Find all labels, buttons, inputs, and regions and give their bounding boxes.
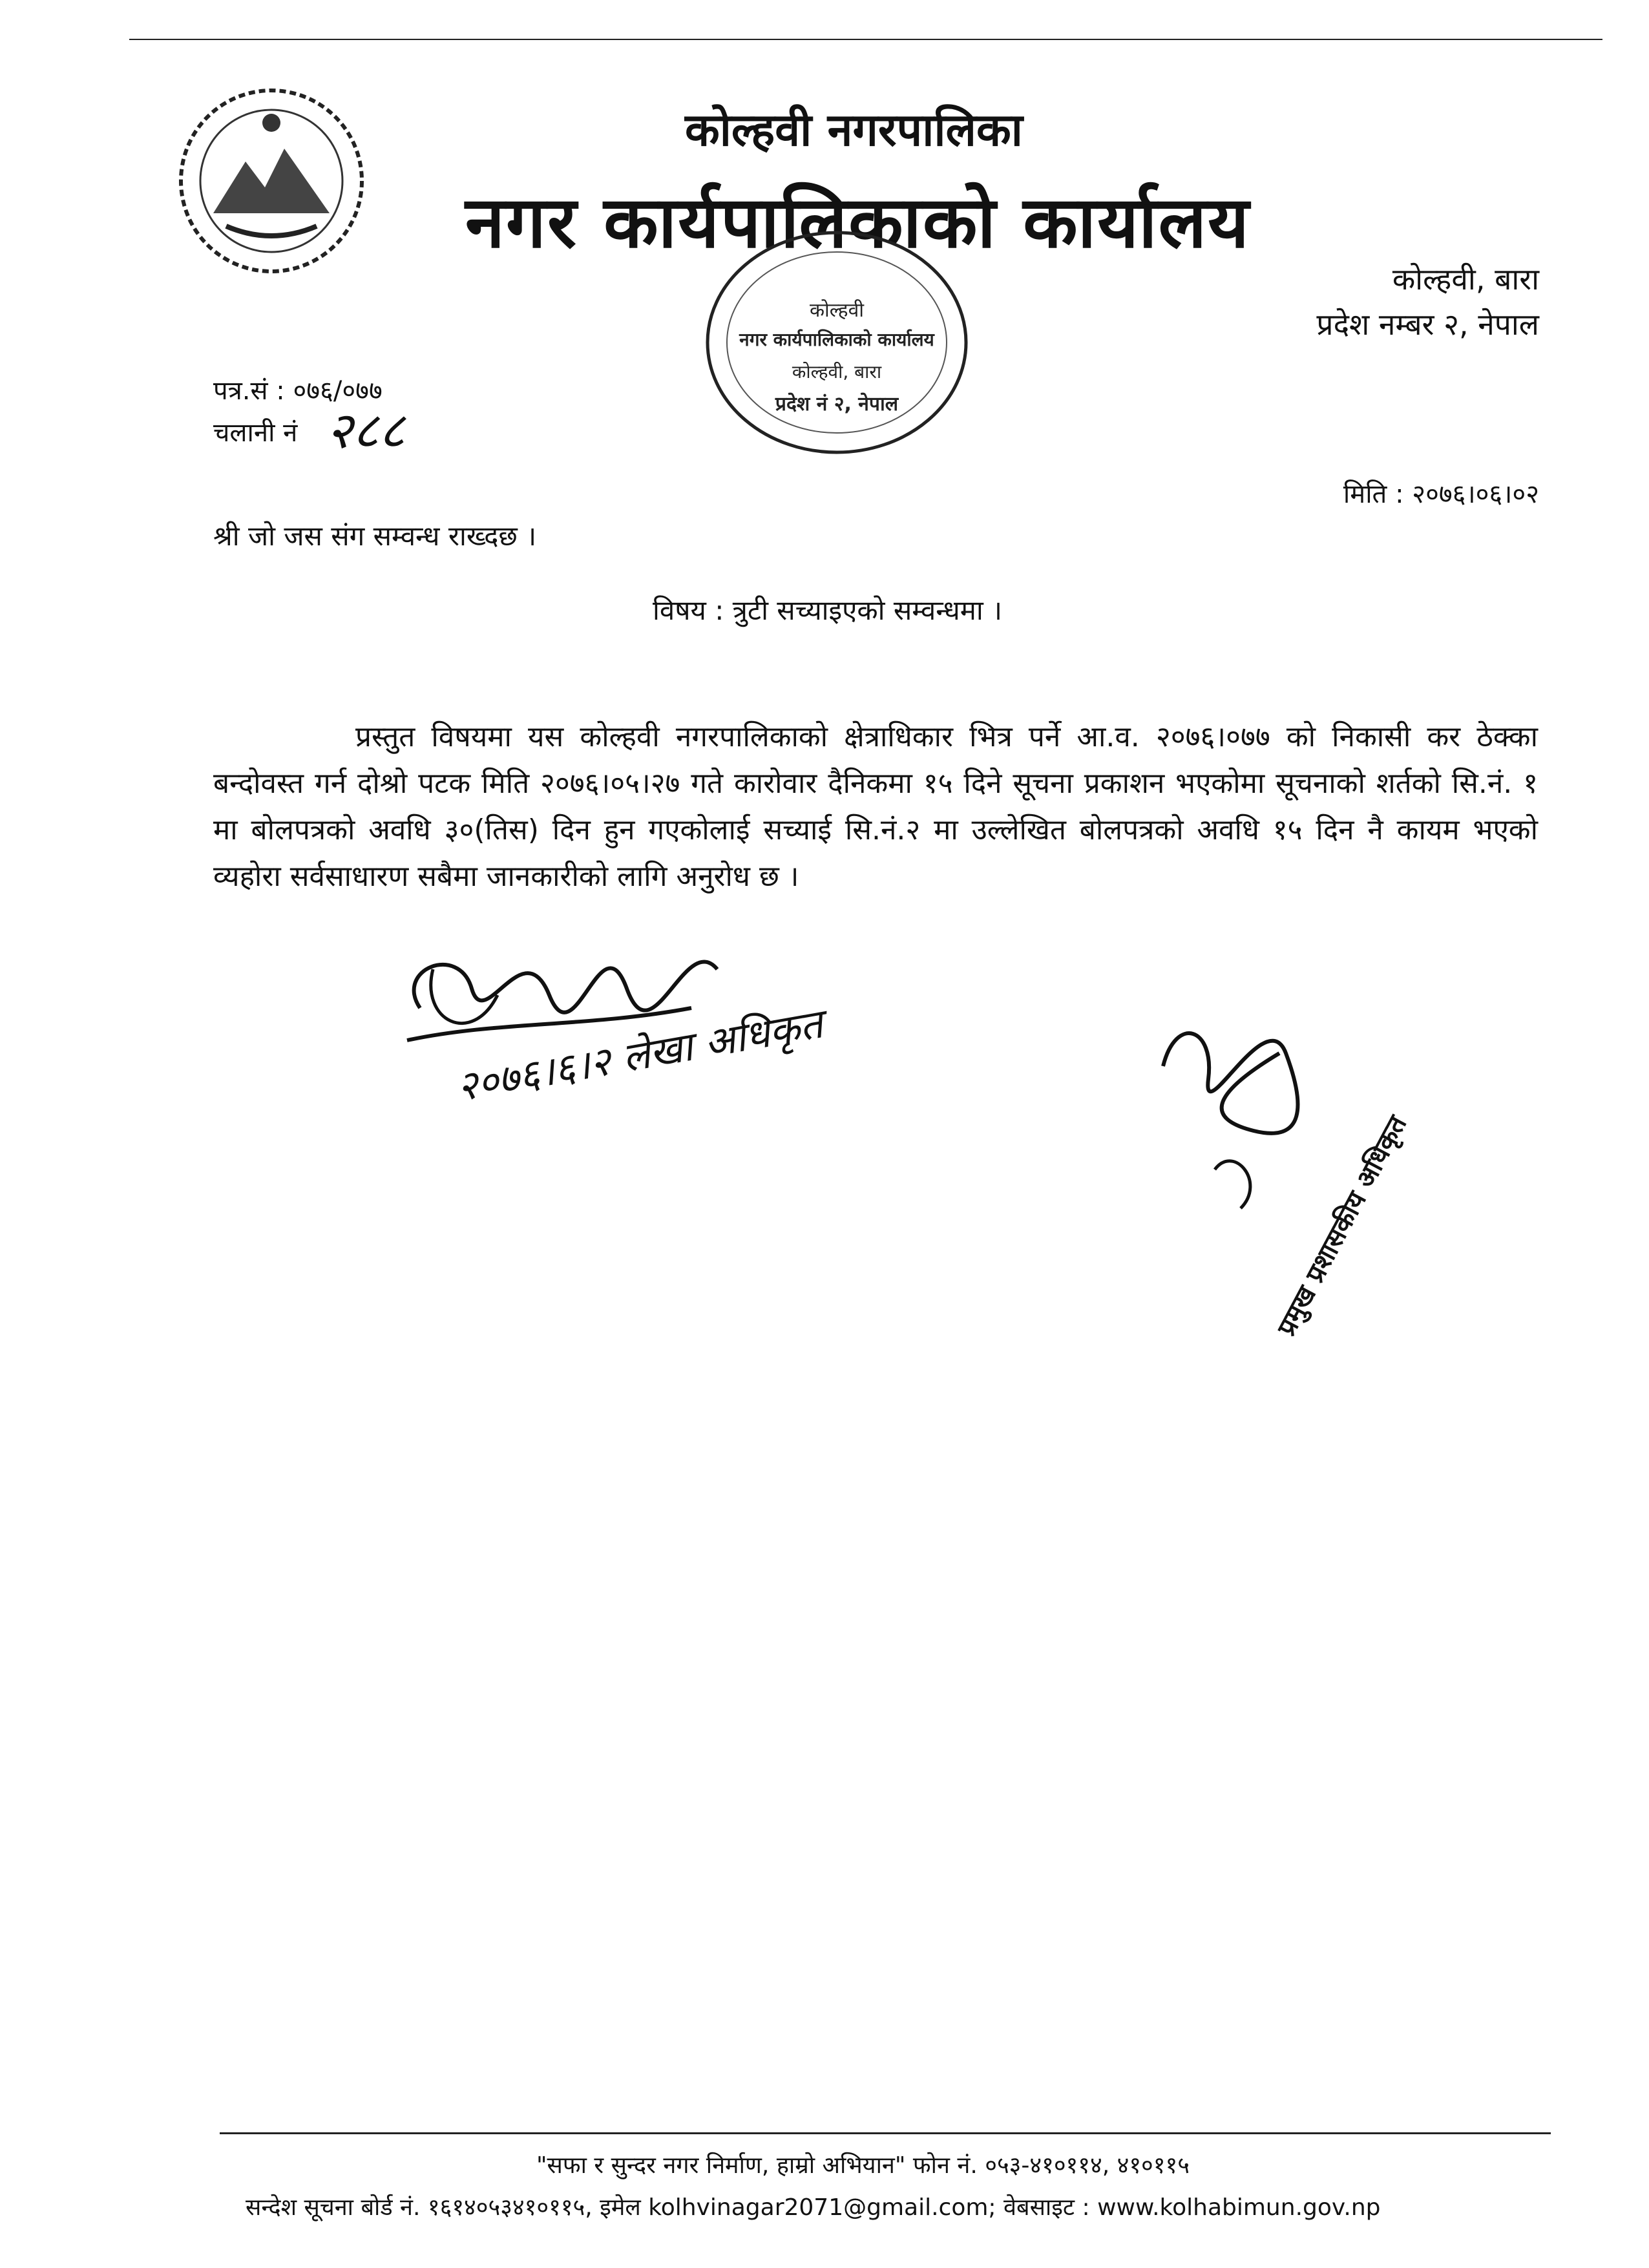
dispatch-number: २८८ (326, 402, 405, 460)
right-signature-designation: प्रमुख प्रशासकीय अधिकृत (1272, 1111, 1413, 1341)
stamp-line-1: कोल्हवी (809, 299, 865, 322)
stamp-line-4: प्रदेश नं २, नेपाल (775, 393, 899, 415)
dispatch-label: चलानी नं (213, 418, 298, 448)
footer-contact: सन्देश सूचना बोर्ड नं. १६१४०५३४१०११५, इमेल kolhvinagar2071@gmail.com; वेबसाइट : www.kolhabimun.gov.np (246, 2194, 1381, 2221)
left-signature-note: २०७६।६।२ लेखा अधिकृत (453, 1000, 826, 1111)
greeting: श्री जो जस संग सम्वन्ध राख्दछ । (213, 520, 537, 552)
subject-line: विषय : त्रुटी सच्याइएको सम्वन्धमा । (653, 594, 1003, 626)
address-line-1: कोल्हवी, बारा (1392, 262, 1539, 297)
stamp-line-2: नगर कार्यपालिकाको कार्यालय (739, 329, 934, 350)
address-line-2: प्रदेश नम्बर २, नेपाल (1316, 307, 1539, 342)
office-name: नगर कार्यपालिकाको कार्यालय (465, 181, 1250, 264)
footer-rule (220, 2132, 1551, 2134)
right-signature (1137, 976, 1473, 1363)
municipality-name: कोल्हवी नगरपालिका (685, 103, 1023, 156)
letter-date: मिति : २०७६।०६।०२ (1343, 479, 1539, 509)
body-paragraph: प्रस्तुत विषयमा यस कोल्हवी नगरपालिकाको क्षेत्राधिकार भित्र पर्ने आ.व. २०७६।०७७ को निकासी कर ठेक्का बन्दोवस्त गर्न दोश्रो पटक मिति २०७६।०५।२७ गते कारोवार दैनिकमा १५ दिने सूचना प्रकाशन भएकोमा सूचनाको शर्तको सि.नं. १ मा बोलपत्रको अवधि ३०(तिस) दिन हुन गएकोलाई सच्याई सि.नं.२ मा उल्लेखित बोलपत्रको अवधि १५ दिन नै कायम भएको व्यहोरा सर्वसाधारण सबैमा जानकारीको लागि अनुरोध छ । (213, 720, 1538, 893)
office-stamp (698, 220, 976, 465)
nepal-emblem-icon (174, 84, 368, 278)
stamp-line-3: कोल्हवी, बारा (792, 361, 882, 383)
reference-number: पत्र.सं : ०७६/०७७ (213, 376, 383, 406)
top-rule (129, 39, 1602, 40)
footer-slogan-phone: "सफा र सुन्दर नगर निर्माण, हाम्रो अभियान" फोन नं. ०५३-४१०११४, ४१०११५ (536, 2152, 1190, 2179)
